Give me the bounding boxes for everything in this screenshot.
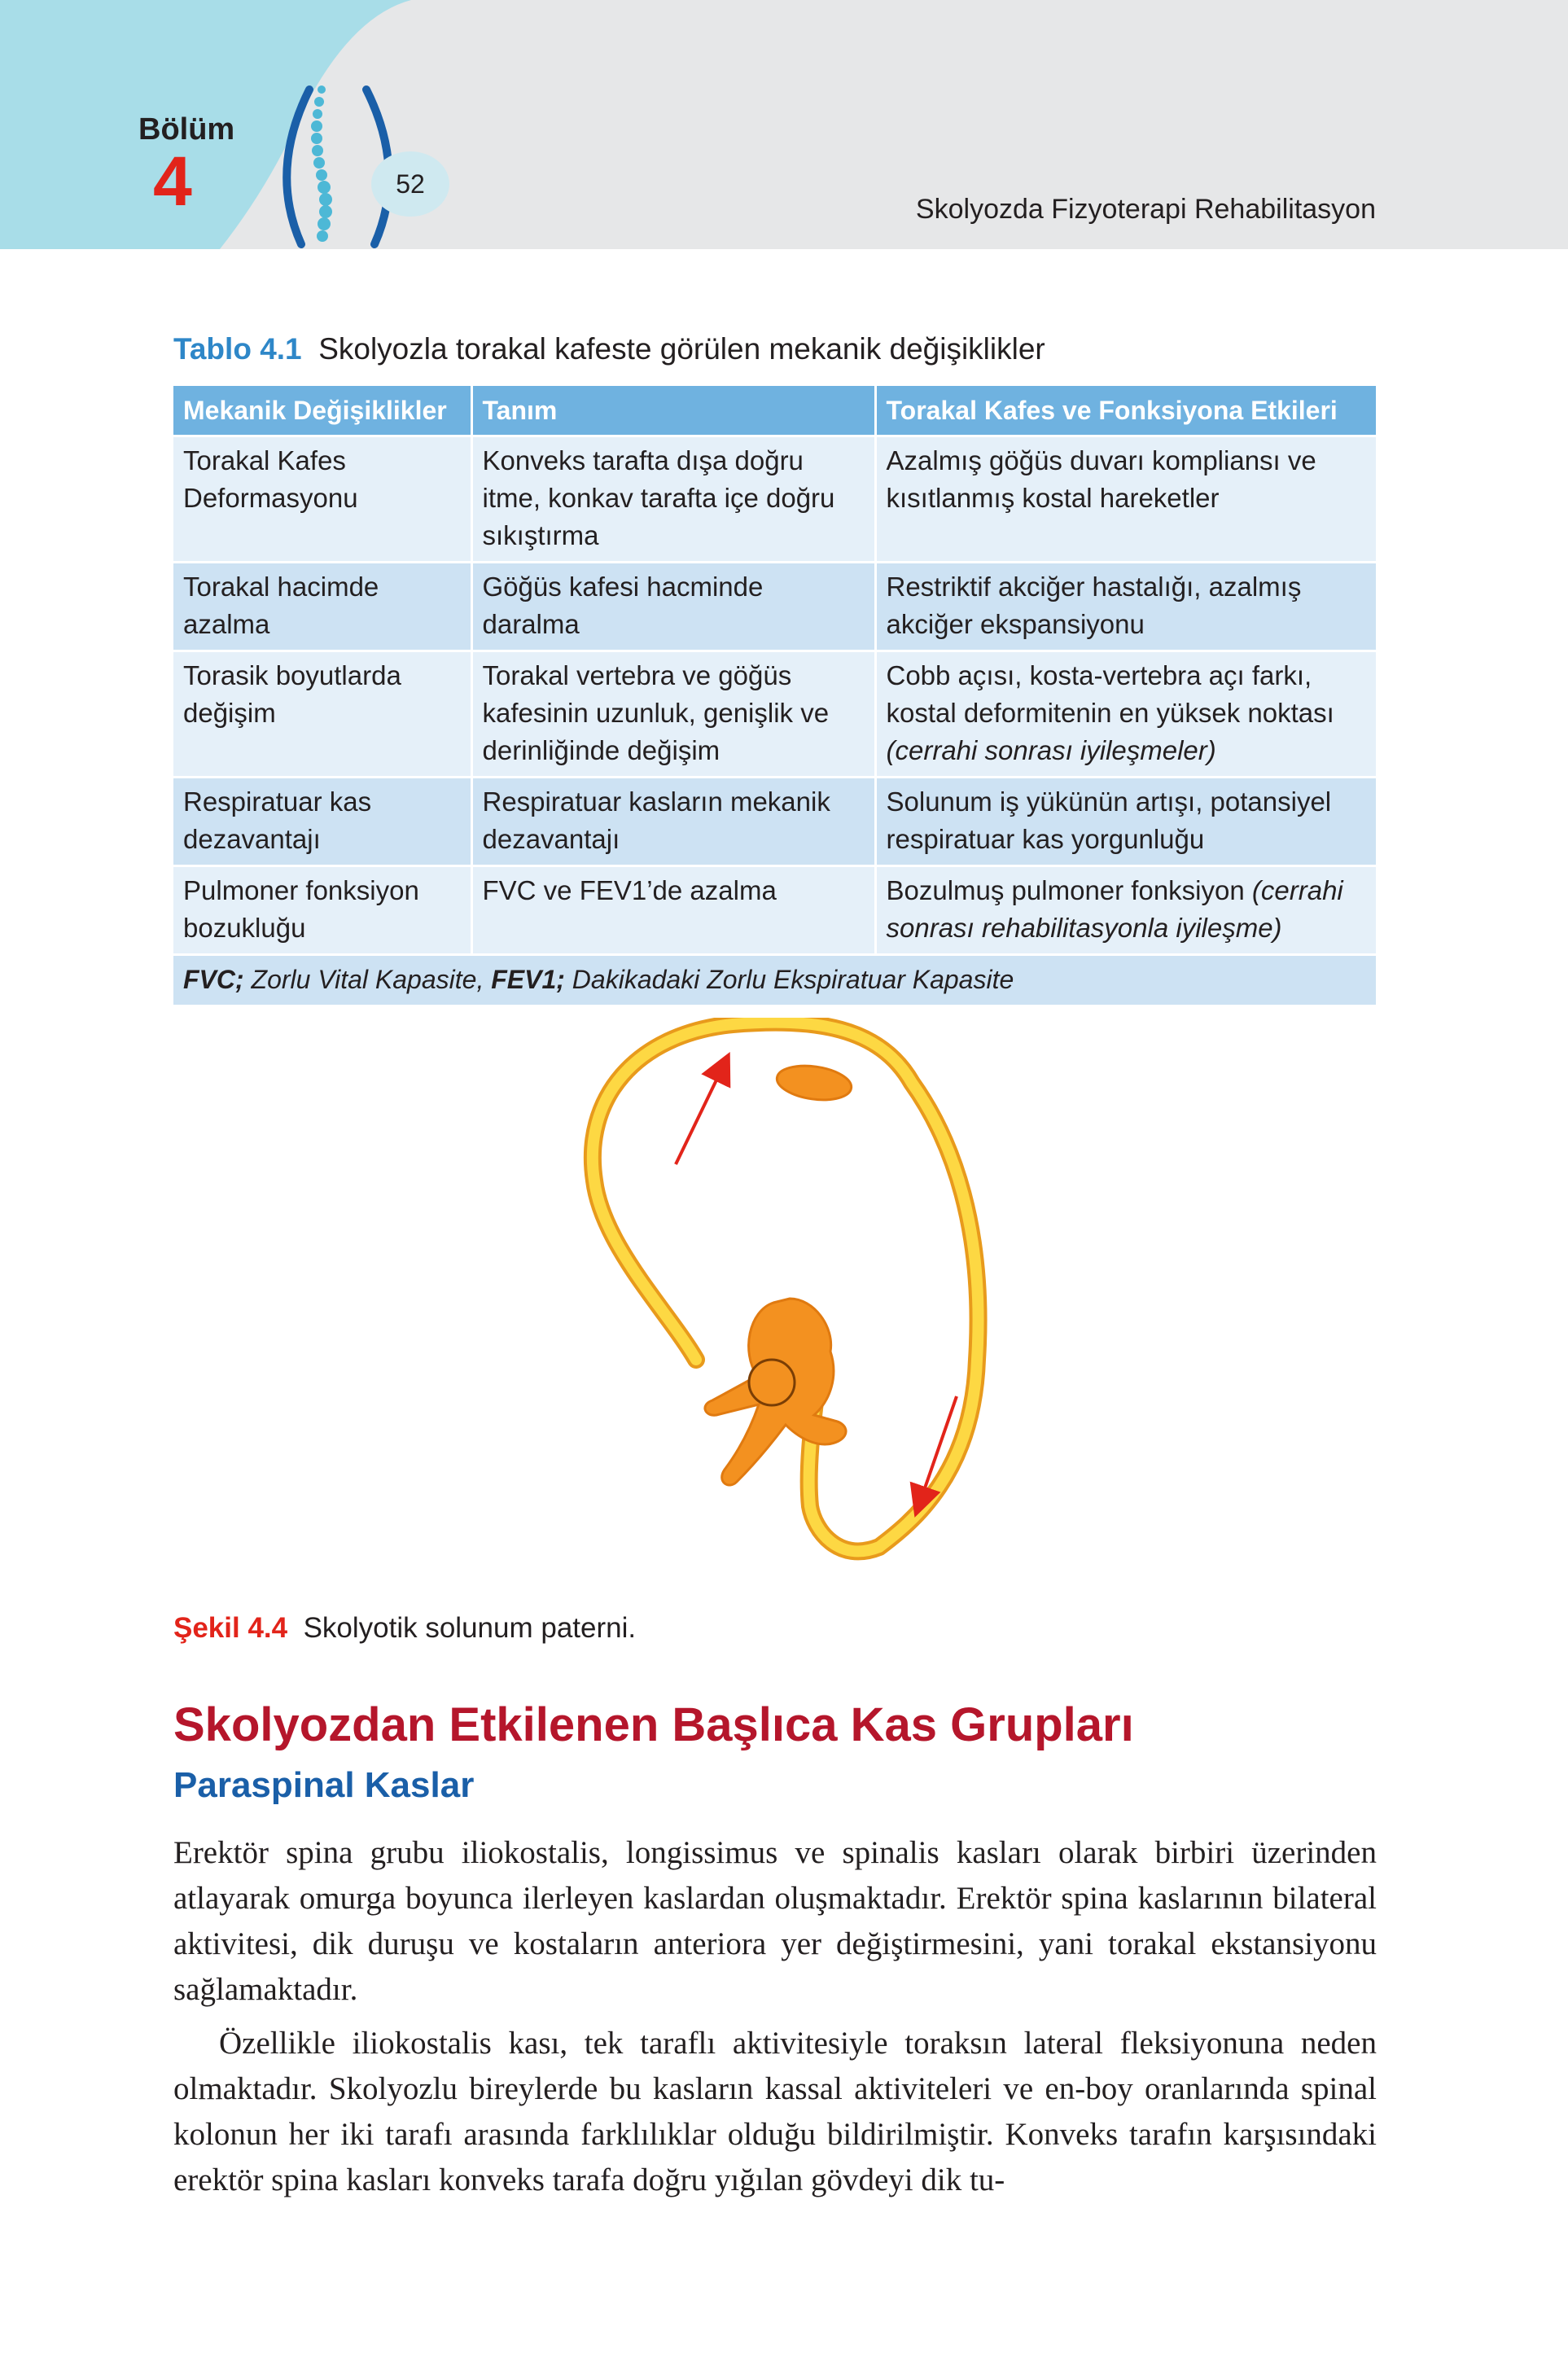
table-cell xyxy=(875,778,1377,866)
spine-icon xyxy=(287,85,389,244)
running-head: Skolyozda Fizyoterapi Rehabilitasyon xyxy=(915,194,1376,225)
footnote-abbr: FVC; xyxy=(183,965,244,994)
table-footnote xyxy=(173,955,1377,1006)
table-row xyxy=(173,436,1377,563)
table-container xyxy=(173,386,1377,1005)
vertebra xyxy=(705,1299,846,1485)
rib-cage-fill xyxy=(593,1023,979,1552)
figure-caption xyxy=(173,1612,636,1645)
table-caption xyxy=(173,332,1045,366)
footnote-abbr: FEV1; xyxy=(491,965,565,994)
chapter-number: 4 xyxy=(153,142,192,221)
cell-text: Bozulmuş pulmoner fonksiyon xyxy=(886,875,1252,905)
table-row xyxy=(173,563,1377,651)
section-heading: Skolyozdan Etkilenen Başlıca Kas Grupları xyxy=(173,1698,1134,1751)
column-header: Tanım xyxy=(471,386,875,436)
table-cell: Göğüs kafesi hacminde daralma xyxy=(471,563,875,651)
figure-illustration xyxy=(570,1018,1026,1575)
paragraph: Erektör spina grubu iliokostalis, longissimus ve spinalis kasları olarak birbiri üzerinden atlayarak omurga boyunca ilerleyen kaslardan oluşmaktadır. Erektör spina kaslarının bilateral aktivitesi, dik duruşu ve kostaların anteriora yer değiştirmesini, yani torakal ekstansiyonu sağlamaktadır. xyxy=(173,1835,1377,2007)
table-cell: Torasik boyutlarda değişim xyxy=(173,651,471,778)
table-caption-text: Skolyozla torakal kafeste görülen mekanik değişiklikler xyxy=(318,332,1045,366)
table-row xyxy=(173,866,1377,955)
sternum xyxy=(775,1062,854,1104)
table-caption-label: Tablo 4.1 xyxy=(173,332,302,366)
table-cell xyxy=(875,563,1377,651)
table-footnote-row xyxy=(173,955,1377,1006)
cell-italic-note: (cerrahi sonrası rehabilitasyonla iyileşme) xyxy=(886,875,1343,943)
cell-text: Solunum iş yükünün artışı, potansiyel respiratuar kas yorgunluğu xyxy=(886,786,1332,854)
table-header-row xyxy=(173,386,1377,436)
table-cell xyxy=(875,866,1377,955)
table-row xyxy=(173,651,1377,778)
column-header: Torakal Kafes ve Fonksiyona Etkileri xyxy=(875,386,1377,436)
cell-text: Azalmış göğüs duvarı kompliansı ve kısıtlanmış kostal hareketler xyxy=(886,445,1316,513)
footnote-def: Zorlu Vital Kapasite, xyxy=(243,965,492,994)
table-cell: Torakal Kafes Deformasyonu xyxy=(173,436,471,563)
footnote-def: Dakikadaki Zorlu Ekspiratuar Kapasite xyxy=(564,965,1014,994)
cell-italic-note: (cerrahi sonrası iyileşmeler) xyxy=(886,735,1216,765)
table-row xyxy=(173,778,1377,866)
expansion-arrow xyxy=(676,1067,723,1164)
cell-text: Cobb açısı, kosta-vertebra açı farkı, kostal deformitenin en yüksek noktası xyxy=(886,660,1334,728)
column-header: Mekanik Değişiklikler xyxy=(173,386,471,436)
table-cell xyxy=(875,436,1377,563)
sub-heading: Paraspinal Kaslar xyxy=(173,1765,475,1805)
table-cell: Respiratuar kas dezavantajı xyxy=(173,778,471,866)
cell-text: Restriktif akciğer hastalığı, azalmış akciğer ekspansiyonu xyxy=(886,572,1302,639)
table-cell: Torakal hacimde azalma xyxy=(173,563,471,651)
scoliotic-breathing-diagram xyxy=(570,1018,1026,1571)
table-cell: Pulmoner fonksiyon bozukluğu xyxy=(173,866,471,955)
table-cell xyxy=(875,651,1377,778)
table-cell: Torakal vertebra ve göğüs kafesinin uzunluk, genişlik ve derinliğinde değişim xyxy=(471,651,875,778)
body-text xyxy=(173,1830,1377,2203)
page-header xyxy=(0,0,1568,249)
page-number: 52 xyxy=(371,151,449,217)
paragraph: Özellikle iliokostalis kası, tek taraflı aktivitesiyle toraksın lateral fleksiyonuna neden olmaktadır. Skolyozlu bireylerde bu kasların kassal aktiviteleri ve en-boy oranlarında spinal kolonun her iki tarafı arasında farklılıklar olduğu bildirilmiştir. Konveks tarafın karşısındaki erektör spina kasları konveks tarafa doğru yığılan gövdeyi dik tu- xyxy=(173,2026,1377,2197)
table-cell: FVC ve FEV1’de azalma xyxy=(471,866,875,955)
mechanical-changes-table xyxy=(173,386,1378,1005)
figure-caption-label: Şekil 4.4 xyxy=(173,1612,288,1644)
chapter-label: Bölüm xyxy=(138,112,235,147)
figure-caption-text: Skolyotik solunum paterni. xyxy=(303,1612,637,1644)
table-cell: Respiratuar kasların mekanik dezavantajı xyxy=(471,778,875,866)
table-cell: Konveks tarafta dışa doğru itme, konkav tarafta içe doğru sıkıştırma xyxy=(471,436,875,563)
